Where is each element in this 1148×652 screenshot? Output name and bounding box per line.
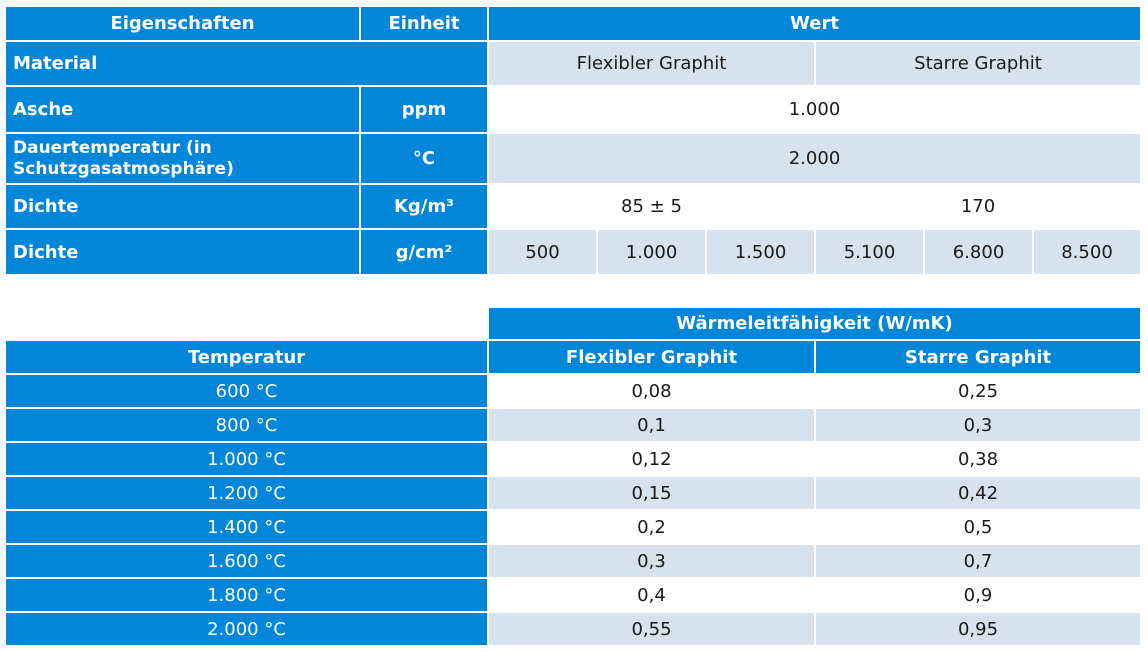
- header-temperature: Temperatur: [5, 340, 488, 374]
- rigid-value: 0,5: [815, 510, 1141, 544]
- header-rigid: Starre Graphit: [815, 340, 1141, 374]
- table-row: [5, 442, 1141, 476]
- dichte-unit: Kg/m³: [360, 184, 488, 229]
- table-row: [5, 408, 1141, 442]
- table-row: [5, 544, 1141, 578]
- material-rigid: Starre Graphit: [815, 41, 1141, 86]
- flexible-value: 0,15: [488, 476, 815, 510]
- flexible-value: 0,08: [488, 374, 815, 408]
- dauertemperatur-value: 2.000: [488, 133, 1141, 184]
- material-flexible: Flexibler Graphit: [488, 41, 815, 86]
- dichte-flexible: 85 ± 5: [488, 184, 815, 229]
- dauertemperatur-label: Dauertemperatur (in Schutzgasatmosphäre): [5, 133, 360, 184]
- flexible-value: 0,2: [488, 510, 815, 544]
- header-flexible: Flexibler Graphit: [488, 340, 815, 374]
- flexible-value: 0,3: [488, 544, 815, 578]
- rigid-value: 0,38: [815, 442, 1141, 476]
- header-einheit: Einheit: [360, 6, 488, 41]
- temperature-cell: 1.400 °C: [5, 510, 488, 544]
- rigid-value: 0,3: [815, 408, 1141, 442]
- temperature-cell: 1.000 °C: [5, 442, 488, 476]
- flexible-value: 0,4: [488, 578, 815, 612]
- rigid-value: 0,9: [815, 578, 1141, 612]
- temperature-cell: 600 °C: [5, 374, 488, 408]
- asche-value: 1.000: [488, 86, 1141, 133]
- temperature-cell: 1.600 °C: [5, 544, 488, 578]
- empty-corner: [5, 307, 488, 340]
- dichte-g-value: 5.100: [815, 229, 924, 275]
- flexible-value: 0,55: [488, 612, 815, 646]
- group-header: Wärmeleitfähigkeit (W/mK): [488, 307, 1141, 340]
- table-row: [5, 510, 1141, 544]
- dichte-g-value: 500: [488, 229, 597, 275]
- dichte-rigid: 170: [815, 184, 1141, 229]
- dichte-g-unit: g/cm²: [360, 229, 488, 275]
- rigid-value: 0,42: [815, 476, 1141, 510]
- thermal-conductivity-table: [5, 307, 1141, 646]
- asche-unit: ppm: [360, 86, 488, 133]
- temperature-cell: 1.200 °C: [5, 476, 488, 510]
- temperature-cell: 2.000 °C: [5, 612, 488, 646]
- header-wert: Wert: [488, 6, 1141, 41]
- dauertemperatur-unit: °C: [360, 133, 488, 184]
- dichte-g-value: 1.500: [706, 229, 815, 275]
- dichte-g-value: 6.800: [924, 229, 1033, 275]
- header-eigenschaften: Eigenschaften: [5, 6, 360, 41]
- flexible-value: 0,1: [488, 408, 815, 442]
- dichte-g-value: 8.500: [1033, 229, 1141, 275]
- rigid-value: 0,25: [815, 374, 1141, 408]
- properties-table: [5, 6, 1141, 275]
- table-row: [5, 374, 1141, 408]
- rigid-value: 0,7: [815, 544, 1141, 578]
- table-row: [5, 476, 1141, 510]
- dichte-g-value: 1.000: [597, 229, 706, 275]
- flexible-value: 0,12: [488, 442, 815, 476]
- temperature-cell: 800 °C: [5, 408, 488, 442]
- table-row: [5, 578, 1141, 612]
- asche-label: Asche: [5, 86, 360, 133]
- material-label: Material: [5, 41, 488, 86]
- dichte-label: Dichte: [5, 184, 360, 229]
- rigid-value: 0,95: [815, 612, 1141, 646]
- dichte-g-label: Dichte: [5, 229, 360, 275]
- table-row: [5, 612, 1141, 646]
- temperature-cell: 1.800 °C: [5, 578, 488, 612]
